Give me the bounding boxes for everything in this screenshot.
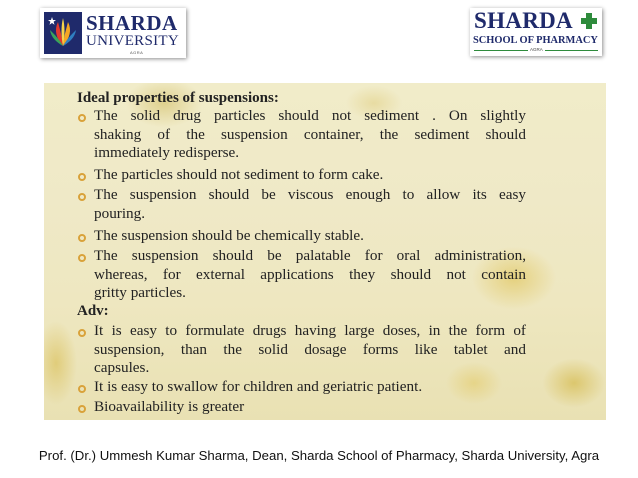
property-line: The suspension should be chemically stable. [94,227,364,244]
bullet-icon [78,329,86,337]
logo-right-subtitle: SCHOOL OF PHARMACY [473,35,598,46]
advantages-heading: Adv: [77,303,109,319]
author-footer: Prof. (Dr.) Ummesh Kumar Sharma, Dean, Sharda School of Pharmacy, Sharda University, Agra [38,448,600,463]
property-line: pouring. [94,204,146,222]
advantage-line: capsules. [94,359,150,376]
pharmacy-cross-icon [581,13,597,29]
property-item [94,107,526,163]
property-item [94,227,526,246]
property-line: gritty particles. [94,284,186,301]
property-line: The solid drug particles should not sediment . On slightly [94,107,526,124]
property-line: whereas, for external applications they should not contain [94,265,526,283]
bullet-icon [78,234,86,242]
logo-right-location: AGRA [530,47,543,52]
advantage-item [94,322,526,378]
sharda-university-logo [40,8,186,58]
advantage-item [94,378,526,397]
property-item [94,186,526,223]
advantage-line: suspension, than the solid dosage forms like tablet and [94,340,526,358]
advantage-item [94,398,526,417]
property-line: shaking of the suspension container, the sediment should [94,125,526,143]
advantage-line: It is easy to formulate drugs having large doses, in the form of [94,322,526,339]
property-line: The suspension should be palatable for oral administration, [94,247,526,264]
bullet-icon [78,405,86,413]
property-line: The suspension should be viscous enough to allow its easy [94,186,526,203]
logo-left-location: AGRA [130,50,144,55]
bullet-icon [78,193,86,201]
logo-right-title: SHARDA [474,8,573,33]
logo-left-subtitle: UNIVERSITY [86,33,179,49]
advantage-line: It is easy to swallow for children and geriatric patient. [94,378,423,395]
advantage-line: Bioavailability is greater [94,398,245,415]
bullet-icon [78,385,86,393]
university-emblem-icon [44,12,82,54]
bullet-icon [78,254,86,262]
slide-content-image [44,83,606,420]
logo-left-title: SHARDA [86,11,178,35]
bullet-icon [78,173,86,181]
property-item [94,166,526,185]
bullet-icon [78,114,86,122]
property-line: immediately redisperse. [94,144,240,161]
sharda-school-of-pharmacy-logo [470,8,602,56]
property-line: The particles should not sediment to form cake. [94,166,384,183]
property-item [94,247,526,303]
properties-heading: Ideal properties of suspensions: [77,90,279,106]
